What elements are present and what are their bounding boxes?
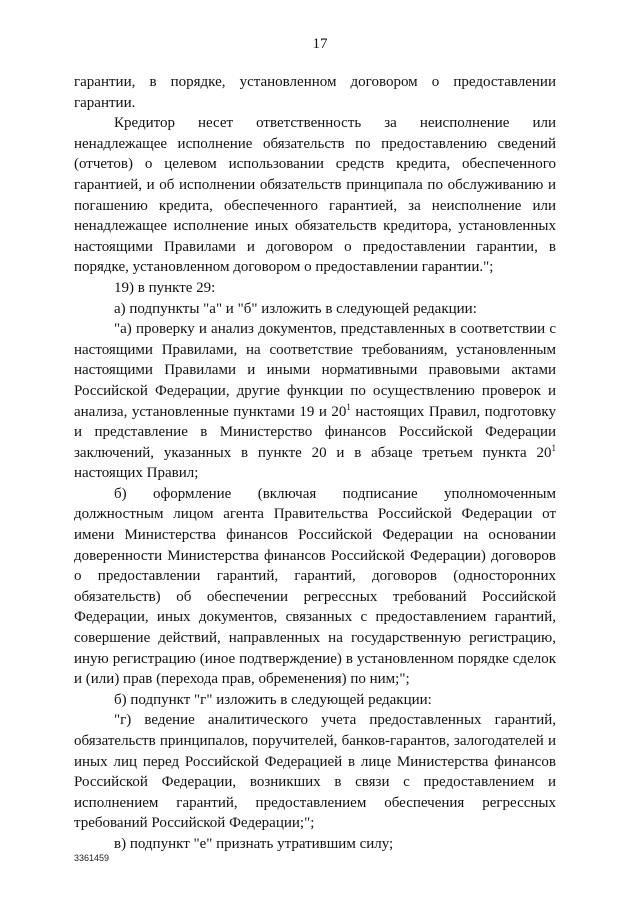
paragraph-subitem-b-g: б) подпункт "г" изложить в следующей редакции:	[114, 691, 432, 708]
paragraph-subitem-a: а) подпункты "а" и "б" изложить в следующей редакции:	[114, 300, 477, 317]
paragraph-continuation: гарантии, в порядке, установленном договором о предоставлении гарантии.	[74, 74, 556, 111]
document-code: 3361459	[74, 853, 110, 863]
paragraph-creditor-responsibility: Кредитор несет ответственность за неисполнение или ненадлежащее исполнение обязательств по предоставлению сведений (отчетов) о целевом использовании средств кредита, обеспеченного гарантией, и об исполнении обязательств принципала по обслуживанию и погашению кредита, обеспеченного гарантией, за неисполнение или ненадлежащее исполнение иных обязательств кредитора, установленных настоящими Правилами и договором о предоставлении гарантии, в порядке, установленном договором о предоставлении гарантии.";	[74, 115, 556, 276]
page-number: 17	[312, 36, 328, 52]
document-body	[74, 72, 556, 855]
quote-a-part1: "а) проверку и анализ документов, представленных в соответствии с настоящими Правилами, на соответствие требованиям, установленным настоящими Правилами и иными нормативными правовыми актами Российской Федерации, другие функции по осуществлению проверок и анализа, установленные пунктами 19 и 20	[74, 321, 556, 420]
paragraph-subitem-v: в) подпункт "е" признать утратившим силу;	[114, 835, 394, 852]
paragraph-quote-a	[74, 319, 556, 484]
paragraph-quote-g: "г) ведение аналитического учета предоставленных гарантий, обязательств принципалов, поручителей, банков-гарантов, залогодателей и иных лиц перед Российской Федерацией в лице Министерства финансов Российской Федерации, возникших в связи с предоставлением и исполнением гарантий, предоставлением обеспечения регрессных требований Российской Федерации;";	[74, 712, 556, 832]
quote-a-part3: настоящих Правил;	[74, 465, 199, 482]
quote-a-part2: настоящих Правил, подготовку и представление в Министерство финансов Российской Федерации заключений, указанных в пункте 20 и в абзаце третьем пункта 20	[74, 403, 556, 461]
paragraph-quote-b: б) оформление (включая подписание уполномоченным должностным лицом агента Правительства Российской Федерации от имени Министерства финансов Российской Федерации на основании доверенности Министерства финансов Российской Федерации) договоров о предоставлении гарантий, гарантий, договоров (односторонних обязательств) об обеспечении регрессных требований Российской Федерации, иных документов, связанных с предоставлением гарантий, совершение действий, направленных на государственную регистрацию, иную регистрацию (иное подтверждение) в установленном порядке сделок и (или) прав (перехода прав, обременения) по ним;";	[74, 485, 556, 688]
superscript-1: 1	[346, 401, 351, 412]
superscript-2: 1	[551, 442, 556, 453]
paragraph-item-19: 19) в пункте 29:	[114, 279, 216, 296]
